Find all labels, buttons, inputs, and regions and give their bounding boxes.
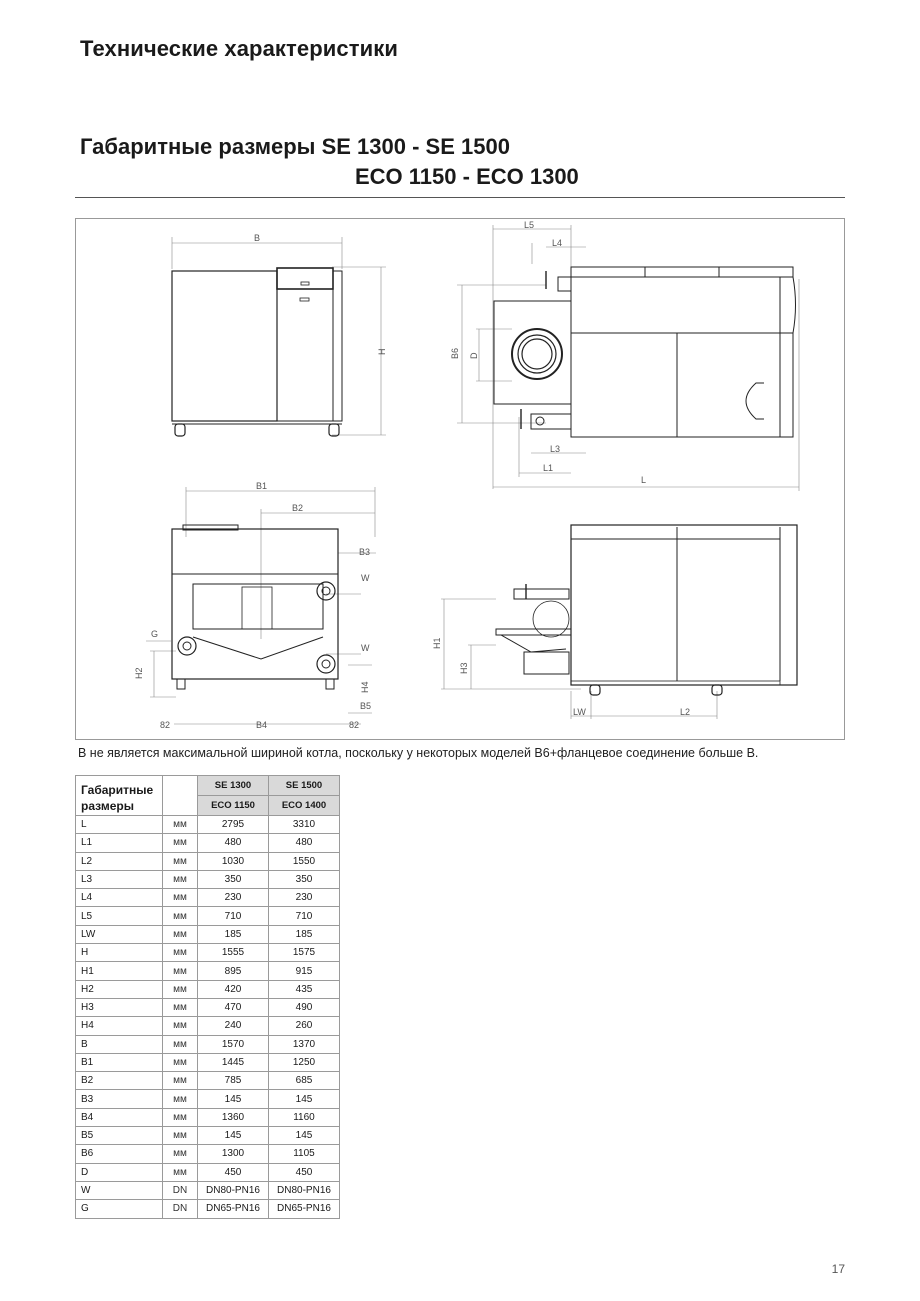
param-cell: LW xyxy=(76,925,163,943)
value-model1-cell: 480 xyxy=(198,834,269,852)
value-model1-cell: 230 xyxy=(198,889,269,907)
label-W-top: W xyxy=(361,573,370,583)
unit-cell: мм xyxy=(163,1090,198,1108)
value-model1-cell: 2795 xyxy=(198,816,269,834)
dimensions-heading-line2: ECO 1150 - ECO 1300 xyxy=(355,164,579,189)
label-B3: B3 xyxy=(359,547,371,557)
dimensions-table xyxy=(75,775,340,1219)
value-model1-cell: 785 xyxy=(198,1072,269,1090)
value-model2-cell: 490 xyxy=(269,998,340,1016)
label-82-left: 82 xyxy=(160,720,171,730)
param-cell: L2 xyxy=(76,852,163,870)
table-row xyxy=(76,1090,340,1108)
value-model1-cell: 895 xyxy=(198,962,269,980)
value-model1-cell: 1555 xyxy=(198,944,269,962)
param-cell: H1 xyxy=(76,962,163,980)
unit-cell: мм xyxy=(163,1108,198,1126)
table-row xyxy=(76,1035,340,1053)
unit-cell: мм xyxy=(163,980,198,998)
technical-drawings xyxy=(76,219,846,741)
unit-cell: мм xyxy=(163,998,198,1016)
value-model2-cell: 450 xyxy=(269,1163,340,1181)
value-model2-cell: 1105 xyxy=(269,1145,340,1163)
param-cell: B1 xyxy=(76,1053,163,1071)
table-row xyxy=(76,1181,340,1199)
unit-cell: мм xyxy=(163,907,198,925)
value-model1-cell: 145 xyxy=(198,1090,269,1108)
unit-cell: мм xyxy=(163,889,198,907)
footnote: В не является максимальной шириной котла, поскольку у некоторых моделей B6+фланцевое соединение больше B. xyxy=(78,746,759,760)
table-row xyxy=(76,834,340,852)
dimensions-heading-line1: Габаритные размеры SE 1300 - SE 1500 xyxy=(80,134,510,159)
param-cell: B3 xyxy=(76,1090,163,1108)
table-row xyxy=(76,1072,340,1090)
value-model1-cell: 1300 xyxy=(198,1145,269,1163)
value-model1-cell: 240 xyxy=(198,1017,269,1035)
table-row xyxy=(76,852,340,870)
header-parameter: Габаритные размеры xyxy=(76,776,163,816)
table-row xyxy=(76,925,340,943)
value-model1-cell: 185 xyxy=(198,925,269,943)
table-row xyxy=(76,870,340,888)
label-LW: LW xyxy=(573,707,586,717)
value-model2-cell: 435 xyxy=(269,980,340,998)
param-cell: H4 xyxy=(76,1017,163,1035)
table-row xyxy=(76,962,340,980)
value-model2-cell: 260 xyxy=(269,1017,340,1035)
value-model2-cell: 1550 xyxy=(269,852,340,870)
label-H1: H1 xyxy=(432,637,442,649)
param-cell: B2 xyxy=(76,1072,163,1090)
unit-cell: мм xyxy=(163,1035,198,1053)
value-model1-cell: 470 xyxy=(198,998,269,1016)
label-B4: B4 xyxy=(256,720,268,730)
top-view-drawing xyxy=(450,220,799,491)
value-model1-cell: 710 xyxy=(198,907,269,925)
label-L3: L3 xyxy=(550,444,561,454)
unit-cell: мм xyxy=(163,834,198,852)
table-row xyxy=(76,1200,340,1218)
value-model2-cell: 350 xyxy=(269,870,340,888)
side-view-drawing xyxy=(432,525,797,719)
value-model2-cell: DN80-PN16 xyxy=(269,1181,340,1199)
table-row xyxy=(76,944,340,962)
label-G: G xyxy=(151,629,159,639)
label-B5: B5 xyxy=(360,701,372,711)
value-model1-cell: 1445 xyxy=(198,1053,269,1071)
table-row xyxy=(76,907,340,925)
unit-cell: мм xyxy=(163,1163,198,1181)
page-number: 17 xyxy=(831,1262,845,1276)
value-model2-cell: 145 xyxy=(269,1127,340,1145)
param-cell: L4 xyxy=(76,889,163,907)
value-model1-cell: DN80-PN16 xyxy=(198,1181,269,1199)
param-cell: H3 xyxy=(76,998,163,1016)
label-B1: B1 xyxy=(256,481,268,491)
value-model2-cell: 185 xyxy=(269,925,340,943)
unit-cell: мм xyxy=(163,1053,198,1071)
value-model2-cell: 480 xyxy=(269,834,340,852)
unit-cell: DN xyxy=(163,1181,198,1199)
value-model1-cell: 1030 xyxy=(198,852,269,870)
value-model1-cell: 1570 xyxy=(198,1035,269,1053)
param-cell: H2 xyxy=(76,980,163,998)
drawings-frame xyxy=(75,218,845,740)
unit-cell: мм xyxy=(163,1072,198,1090)
table-header-row xyxy=(76,776,340,796)
param-cell: L3 xyxy=(76,870,163,888)
label-H4: H4 xyxy=(360,681,370,693)
param-cell: B xyxy=(76,1035,163,1053)
label-H: H xyxy=(377,348,387,355)
value-model2-cell: 1370 xyxy=(269,1035,340,1053)
rear-view-drawing xyxy=(134,481,376,730)
table-row xyxy=(76,889,340,907)
label-82-right: 82 xyxy=(349,720,360,730)
param-cell: D xyxy=(76,1163,163,1181)
value-model2-cell: 710 xyxy=(269,907,340,925)
param-cell: L5 xyxy=(76,907,163,925)
unit-cell: мм xyxy=(163,1145,198,1163)
table-row xyxy=(76,998,340,1016)
unit-cell: DN xyxy=(163,1200,198,1218)
header-unit xyxy=(163,776,198,816)
label-L2: L2 xyxy=(680,707,691,717)
value-model2-cell: 3310 xyxy=(269,816,340,834)
value-model2-cell: 915 xyxy=(269,962,340,980)
table-row xyxy=(76,1163,340,1181)
unit-cell: мм xyxy=(163,852,198,870)
param-cell: G xyxy=(76,1200,163,1218)
header-model-se1300: SE 1300 xyxy=(198,776,269,796)
value-model2-cell: 1160 xyxy=(269,1108,340,1126)
table-row xyxy=(76,1017,340,1035)
label-H3: H3 xyxy=(459,662,469,674)
header-model-eco1150: ECO 1150 xyxy=(198,796,269,816)
header-model-eco1400: ECO 1400 xyxy=(269,796,340,816)
label-H2: H2 xyxy=(134,667,144,679)
unit-cell: мм xyxy=(163,962,198,980)
label-W-bottom: W xyxy=(361,643,370,653)
param-cell: H xyxy=(76,944,163,962)
unit-cell: мм xyxy=(163,944,198,962)
label-L: L xyxy=(641,475,647,485)
table-row xyxy=(76,816,340,834)
value-model2-cell: 1575 xyxy=(269,944,340,962)
value-model2-cell: 685 xyxy=(269,1072,340,1090)
value-model1-cell: 145 xyxy=(198,1127,269,1145)
value-model1-cell: 1360 xyxy=(198,1108,269,1126)
unit-cell: мм xyxy=(163,925,198,943)
front-view-drawing xyxy=(172,233,387,436)
param-cell: W xyxy=(76,1181,163,1199)
label-L1: L1 xyxy=(543,463,554,473)
label-B2: B2 xyxy=(292,503,304,513)
section-title: Технические характеристики xyxy=(80,36,398,61)
table-row xyxy=(76,1145,340,1163)
value-model2-cell: 1250 xyxy=(269,1053,340,1071)
unit-cell: мм xyxy=(163,1017,198,1035)
value-model2-cell: DN65-PN16 xyxy=(269,1200,340,1218)
table-row xyxy=(76,1108,340,1126)
unit-cell: мм xyxy=(163,816,198,834)
label-L4: L4 xyxy=(552,238,563,248)
param-cell: B6 xyxy=(76,1145,163,1163)
table-row xyxy=(76,1127,340,1145)
unit-cell: мм xyxy=(163,1127,198,1145)
value-model1-cell: 350 xyxy=(198,870,269,888)
value-model2-cell: 145 xyxy=(269,1090,340,1108)
value-model2-cell: 230 xyxy=(269,889,340,907)
unit-cell: мм xyxy=(163,870,198,888)
label-D: D xyxy=(469,352,479,359)
table-row xyxy=(76,1053,340,1071)
value-model1-cell: DN65-PN16 xyxy=(198,1200,269,1218)
label-B6: B6 xyxy=(450,347,460,359)
param-cell: B4 xyxy=(76,1108,163,1126)
heading-divider xyxy=(75,197,845,198)
label-B: B xyxy=(254,233,261,243)
value-model1-cell: 420 xyxy=(198,980,269,998)
param-cell: L1 xyxy=(76,834,163,852)
header-model-se1500: SE 1500 xyxy=(269,776,340,796)
value-model1-cell: 450 xyxy=(198,1163,269,1181)
param-cell: B5 xyxy=(76,1127,163,1145)
table-row xyxy=(76,980,340,998)
param-cell: L xyxy=(76,816,163,834)
label-L5: L5 xyxy=(524,220,535,230)
